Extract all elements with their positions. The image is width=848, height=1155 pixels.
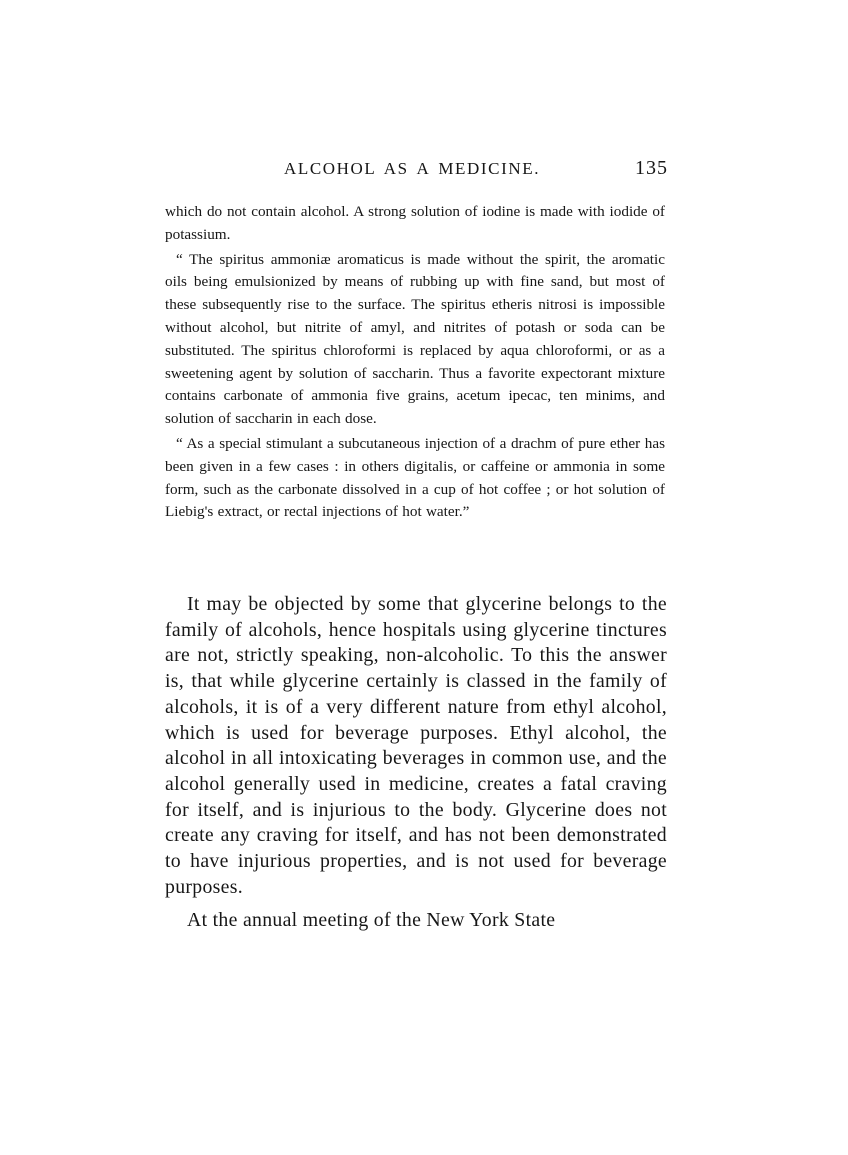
page-header	[165, 159, 668, 189]
quoted-passage	[165, 201, 665, 524]
quote-paragraph-stimulant: “ As a special stimulant a subcutaneous injection of a drachm of pure ether has been given in a few cases : in others digitalis, or caffeine or ammonia in some form, such as the carbonate dissolved in a cup of hot coffee ; or hot solution of Liebig's extract, or rectal injections of hot water.”	[165, 434, 665, 521]
quote-paragraph-spiritus: “ The spiritus ammoniæ aromaticus is made without the spirit, the aromatic oils being emulsionized by means of rubbing up with fine sand, but most of these subsequently rise to the surface. The spiritus etheris nitrosi is impossible without alcohol, but nitrite of amyl, and nitrites of potash or soda can be substituted. The spiritus chloroformi is replaced by aqua chloroformi, or as a sweetening agent by solution of saccharin. Thus a favorite expectorant mixture contains carbonate of ammonia five grains, acetum ipecac, ten minims, and solution of saccharin in each dose.	[165, 250, 665, 428]
quote-paragraph-continuation: which do not contain alcohol. A strong solution of iodine is made with iodide of potassium.	[165, 203, 665, 243]
running-head: ALCOHOL AS A MEDICINE.	[284, 159, 541, 178]
main-text	[165, 592, 667, 934]
body-paragraph-annual-meeting: At the annual meeting of the New York State	[187, 909, 556, 932]
page-number: 135	[635, 157, 668, 179]
body-paragraph-glycerine: It may be objected by some that glycerine belongs to the family of alcohols, hence hospitals using glycerine tinctures are not, strictly speaking, non-alcoholic. To this the answer is, that while glycerine certainly is classed in the family of alcohols, it is of a very different nature from ethyl alcohol, which is used for beverage purposes. Ethyl alcohol, the alcohol in all intoxicating beverages in common use, and the alcohol generally used in medicine, creates a fatal craving for itself, and is injurious to the body. Glycerine does not create any craving for itself, and has not been demonstrated to have injurious properties, and is not used for beverage purposes.	[165, 593, 667, 898]
